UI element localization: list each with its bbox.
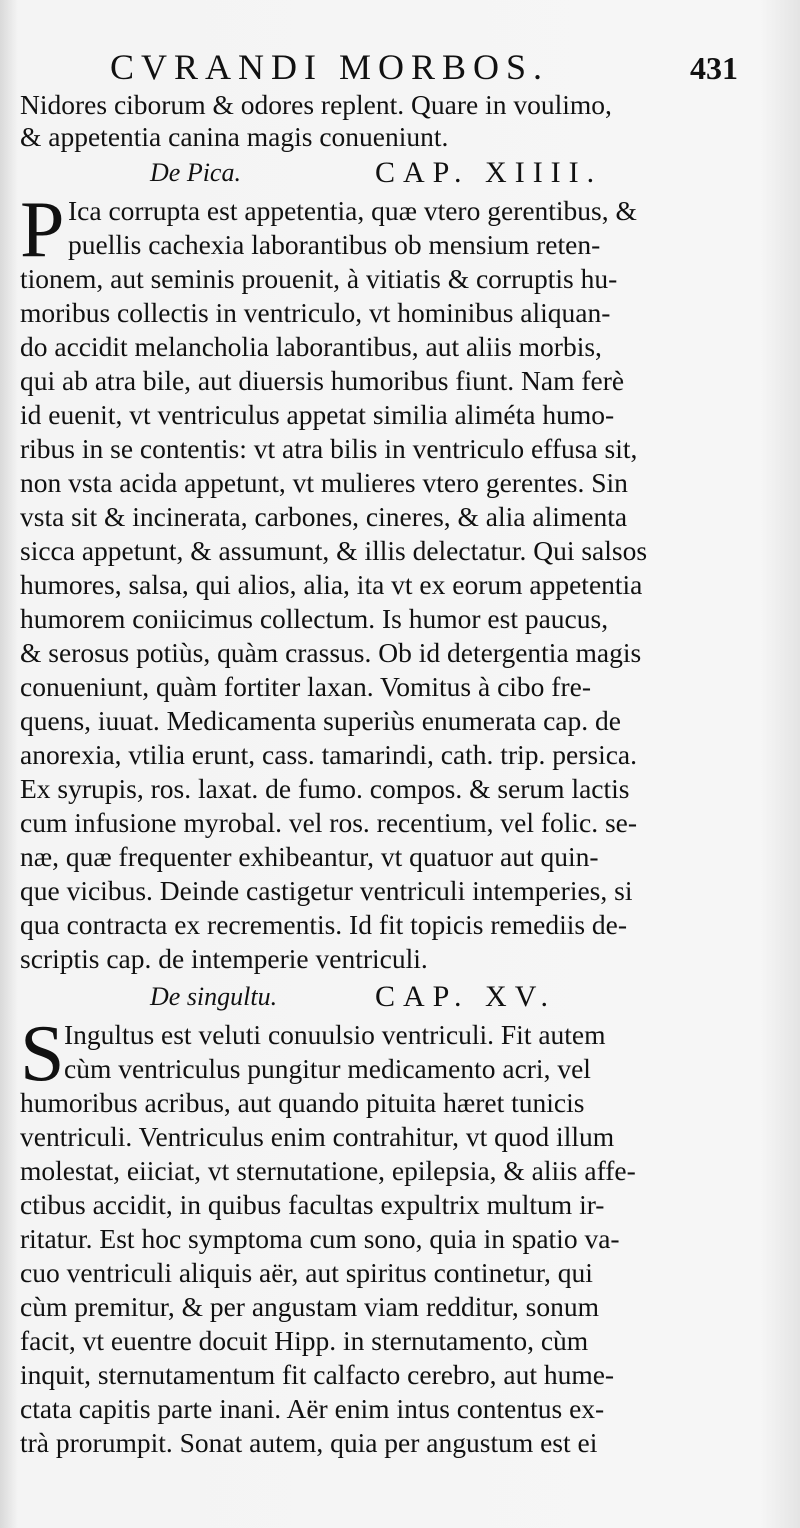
text-line: non vsta acida appetunt, vt mulieres vtero gerentes. Sin: [20, 467, 628, 498]
drop-capital: S: [20, 1010, 65, 1098]
text-line: molestat, eiiciat, vt sternutatione, epilepsia, & aliis affe-: [20, 1155, 636, 1186]
text-line: quens, iuuat. Medicamenta superiùs enumerata cap. de: [20, 705, 621, 736]
chapter-heading: [20, 156, 720, 192]
running-head: CVRANDI MORBOS.: [110, 47, 550, 87]
text-line: & serosus potiùs, quàm crassus. Ob id detergentia magis: [20, 637, 642, 668]
page-header: [0, 46, 800, 86]
text-line: & appetentia canina magis conueniunt.: [20, 121, 449, 152]
text-line: que vicibus. Deinde castigetur ventriculi intemperies, si: [20, 875, 633, 906]
text-line: ctata capitis parte inani. Aër enim intus contentus ex-: [20, 1393, 605, 1424]
text-line: cum infusione myrobal. vel ros. recentium, vel folic. se-: [20, 807, 638, 838]
text-line: Ica corrupta est appetentia, quæ vtero gerentibus, &: [68, 195, 637, 226]
text-line: sicca appetunt, & assumunt, & illis delectatur. Qui salsos: [20, 535, 648, 566]
text-line: puellis cachexia laborantibus ob mensium reten-: [68, 229, 601, 260]
drop-capital: P: [20, 186, 65, 274]
chapter-number: CAP. XIIII.: [375, 156, 603, 189]
page-number: 431: [690, 50, 738, 86]
text-line: vsta sit & incinerata, carbones, cineres, & alia alimenta: [20, 501, 628, 532]
text-line: ventriculi. Ventriculus enim contrahitur, vt quod illum: [20, 1121, 615, 1152]
text-line: cuo ventriculi aliquis aër, aut spiritus continetur, qui: [20, 1257, 593, 1288]
text-line: ribus in se contentis: vt atra bilis in ventriculo effusa sit,: [20, 433, 638, 464]
text-line: id euenit, vt ventriculus appetat similia aliméta humo-: [20, 399, 615, 430]
text-line: trà prorumpit. Sonat autem, quia per angustum est ei: [20, 1427, 598, 1458]
text-line: qui ab atra bile, aut diuersis humoribus fiunt. Nam ferè: [20, 365, 625, 396]
chapter-title: De Pica.: [150, 158, 241, 187]
text-line: Ex syrupis, ros. laxat. de fumo. compos. & serum lactis: [20, 773, 630, 804]
text-line: moribus collectis in ventriculo, vt hominibus aliquan-: [20, 297, 611, 328]
text-line: humorem coniicimus collectum. Is humor est paucus,: [20, 603, 609, 634]
chapter-heading: [20, 980, 720, 1016]
text-line: do accidit melancholia laborantibus, aut aliis morbis,: [20, 331, 602, 362]
chapter-title: De singultu.: [150, 982, 278, 1011]
text-line: humoribus acribus, aut quando pituita hæret tunicis: [20, 1087, 585, 1118]
text-line: cùm ventriculus pungitur medicamento acri, vel: [64, 1053, 591, 1084]
text-line: conueniunt, quàm fortiter laxan. Vomitus à cibo fre-: [20, 671, 591, 702]
text-line: Nidores ciborum & odores replent. Quare in voulimo,: [20, 89, 612, 120]
text-line: ritatur. Est hoc symptoma cum sono, quia in spatio va-: [20, 1223, 620, 1254]
text-line: facit, vt euentre docuit Hipp. in sternutamento, cùm: [20, 1325, 589, 1356]
text-line: tionem, aut seminis prouenit, à vitiatis & corruptis hu-: [20, 263, 618, 294]
text-line: Ingultus est veluti conuulsio ventriculi. Fit autem: [64, 1019, 606, 1050]
text-line: inquit, sternutamentum fit calfacto cerebro, aut hume-: [20, 1359, 615, 1390]
text-line: humores, salsa, qui alios, alia, ita vt ex eorum appetentia: [20, 569, 643, 600]
text-line: cùm premitur, & per angustam viam redditur, sonum: [20, 1291, 599, 1322]
text-line: qua contracta ex recrementis. Id fit topicis remediis de-: [20, 909, 628, 940]
text-line: scriptis cap. de intemperie ventriculi.: [20, 943, 428, 974]
text-line: næ, quæ frequenter exhibeantur, vt quatuor aut quin-: [20, 841, 599, 872]
text-line: ctibus accidit, in quibus facultas expultrix multum ir-: [20, 1189, 605, 1220]
text-line: anorexia, vtilia erunt, cass. tamarindi, cath. trip. persica.: [20, 739, 637, 770]
chapter-number: CAP. XV.: [375, 980, 556, 1013]
